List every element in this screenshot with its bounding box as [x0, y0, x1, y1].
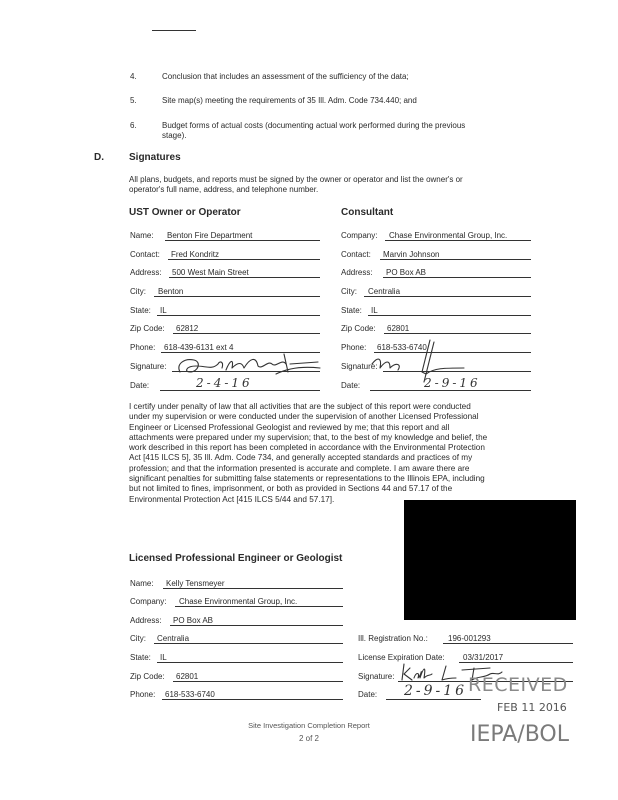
engineer-date-line: [386, 699, 481, 700]
certification-line: under my supervision or were conducted under the supervision of another Licensed Professional: [129, 412, 479, 422]
engineer-registration-line: [443, 643, 573, 644]
engineer-address-label: Address:: [130, 616, 162, 625]
agency-stamp: IEPA/BOL: [470, 722, 569, 747]
owner-address-line: [169, 277, 320, 278]
owner-state-value: IL: [160, 306, 167, 315]
engineer-expiration-value: 03/31/2017: [463, 653, 504, 662]
engineer-name-value: Kelly Tensmeyer: [166, 579, 225, 588]
owner-zip-value: 62812: [176, 324, 199, 333]
owner-phone-value: 618-439-6131 ext 4: [164, 343, 234, 352]
engineer-expiration-label: License Expiration Date:: [358, 653, 445, 662]
consultant-contact-label: Contact:: [341, 250, 371, 259]
engineer-phone-value: 618-533-6740: [165, 690, 215, 699]
engineer-zip-label: Zip Code:: [130, 672, 165, 681]
owner-state-line: [157, 315, 320, 316]
owner-contact-line: [168, 259, 320, 260]
certification-line: but not limited to fines, imprisonment, or both as provided in Sections 44 and 57.17 of the: [129, 484, 453, 494]
owner-zip-line: [173, 333, 320, 334]
section-title: Signatures: [129, 152, 181, 163]
certification-line: attachments were prepared under my supervision; that, to the best of my knowledge and belief, the: [129, 432, 488, 442]
certification-line: Environmental Protection Act [415 ILCS 5/44 and 57.17].: [129, 494, 335, 504]
owner-name-value: Benton Fire Department: [167, 231, 253, 240]
consultant-address-label: Address:: [341, 268, 373, 277]
certification-text: [129, 402, 549, 505]
consultant-signature-label: Signature:: [341, 362, 378, 371]
list-item-text: Conclusion that includes an assessment of the sufficiency of the data;: [162, 72, 409, 81]
owner-city-value: Benton: [158, 287, 184, 296]
received-stamp: RECEIVED: [468, 674, 568, 696]
owner-address-value: 500 West Main Street: [172, 268, 249, 277]
engineer-city-label: City:: [130, 634, 146, 643]
owner-date-value: 2-4-16: [196, 376, 253, 390]
consultant-company-label: Company:: [341, 231, 378, 240]
engineer-heading: Licensed Professional Engineer or Geologist: [129, 553, 343, 564]
consultant-contact-value: Marvin Johnson: [383, 250, 440, 259]
consultant-zip-label: Zip Code:: [341, 324, 376, 333]
certification-line: Engineer or Licensed Professional Geologist and reviewed by me; that this report and all: [129, 422, 450, 432]
consultant-date-line: [370, 390, 531, 391]
consultant-date-value: 2-9-16: [424, 376, 481, 390]
consultant-state-label: State:: [341, 306, 362, 315]
owner-name-label: Name:: [130, 231, 154, 240]
engineer-name-line: [163, 588, 343, 589]
engineer-address-value: PO Box AB: [173, 616, 214, 625]
engineer-registration-value: 196-001293: [448, 634, 491, 643]
consultant-phone-label: Phone:: [341, 343, 367, 352]
received-stamp-date: FEB 11 2016: [497, 701, 567, 714]
consultant-phone-value: 618-533-6740: [377, 343, 427, 352]
owner-city-line: [154, 296, 320, 297]
list-item-text: Budget forms of actual costs (documenting actual work performed during the previous: [162, 121, 466, 130]
section-intro: All plans, budgets, and reports must be signed by the owner or operator and list the owner's or: [129, 175, 463, 184]
engineer-name-label: Name:: [130, 579, 154, 588]
engineer-state-label: State:: [130, 653, 151, 662]
engineer-state-value: IL: [160, 653, 167, 662]
consultant-state-line: [368, 315, 531, 316]
consultant-address-value: PO Box AB: [386, 268, 427, 277]
engineer-date-value: 2-9-16: [404, 683, 468, 699]
footer-page: 2 of 2: [298, 734, 319, 743]
engineer-state-line: [157, 662, 343, 663]
certification-line: profession; and that the information presented is accurate and complete. I am aware there are: [129, 463, 470, 473]
owner-date-line: [160, 390, 320, 391]
owner-name-line: [165, 240, 320, 241]
consultant-city-line: [364, 296, 531, 297]
list-item-text: stage).: [162, 131, 187, 140]
consultant-address-line: [383, 277, 531, 278]
list-number: 4.: [130, 72, 137, 81]
section-intro: operator's full name, address, and telephone number.: [129, 185, 319, 194]
owner-state-label: State:: [130, 306, 151, 315]
certification-line: work described in this report has been completed in accordance with the Environmental Protection: [129, 443, 485, 453]
certification-line: significant penalties for submitting false statements or representations to the Illinois EPA, including: [129, 474, 485, 484]
consultant-company-value: Chase Environmental Group, Inc.: [389, 231, 508, 240]
engineer-city-value: Centralia: [157, 634, 190, 643]
section-letter: D.: [94, 152, 104, 163]
engineer-date-label: Date:: [358, 690, 378, 699]
footer-title: Site Investigation Completion Report: [248, 721, 370, 730]
owner-signature-label: Signature:: [130, 362, 167, 371]
owner-address-label: Address:: [130, 268, 162, 277]
engineer-company-line: [175, 606, 343, 607]
certification-line: I certify under penalty of law that all activities that are the subject of this report were conducted: [129, 402, 471, 411]
top-rule: [152, 30, 196, 31]
engineer-registration-label: Ill. Registration No.:: [358, 634, 428, 643]
consultant-city-label: City:: [341, 287, 357, 296]
list-number: 6.: [130, 121, 137, 130]
owner-contact-label: Contact:: [130, 250, 160, 259]
engineer-zip-line: [173, 681, 343, 682]
consultant-date-label: Date:: [341, 381, 361, 390]
consultant-company-line: [385, 240, 531, 241]
owner-zip-label: Zip Code:: [130, 324, 165, 333]
redacted-seal: [404, 500, 576, 620]
owner-city-label: City:: [130, 287, 146, 296]
list-item-text: Site map(s) meeting the requirements of 35 Ill. Adm. Code 734.440; and: [162, 96, 417, 105]
consultant-zip-value: 62801: [387, 324, 410, 333]
engineer-zip-value: 62801: [176, 672, 199, 681]
list-number: 5.: [130, 96, 137, 105]
owner-contact-value: Fred Kondritz: [171, 250, 220, 259]
engineer-signature-label: Signature:: [358, 672, 395, 681]
consultant-zip-line: [384, 333, 531, 334]
consultant-heading: Consultant: [341, 207, 394, 218]
engineer-company-label: Company:: [130, 597, 167, 606]
engineer-address-line: [170, 625, 343, 626]
engineer-phone-line: [162, 699, 343, 700]
consultant-city-value: Centralia: [368, 287, 401, 296]
engineer-phone-label: Phone:: [130, 690, 156, 699]
owner-heading: UST Owner or Operator: [129, 207, 241, 218]
consultant-contact-line: [380, 259, 531, 260]
engineer-company-value: Chase Environmental Group, Inc.: [179, 597, 298, 606]
engineer-city-line: [154, 643, 343, 644]
certification-line: Act [415 ILCS 5], 35 Ill. Adm. Code 734, and generally accepted standards and practices of my: [129, 453, 473, 463]
consultant-state-value: IL: [371, 306, 378, 315]
owner-date-label: Date:: [130, 381, 150, 390]
owner-phone-label: Phone:: [130, 343, 156, 352]
